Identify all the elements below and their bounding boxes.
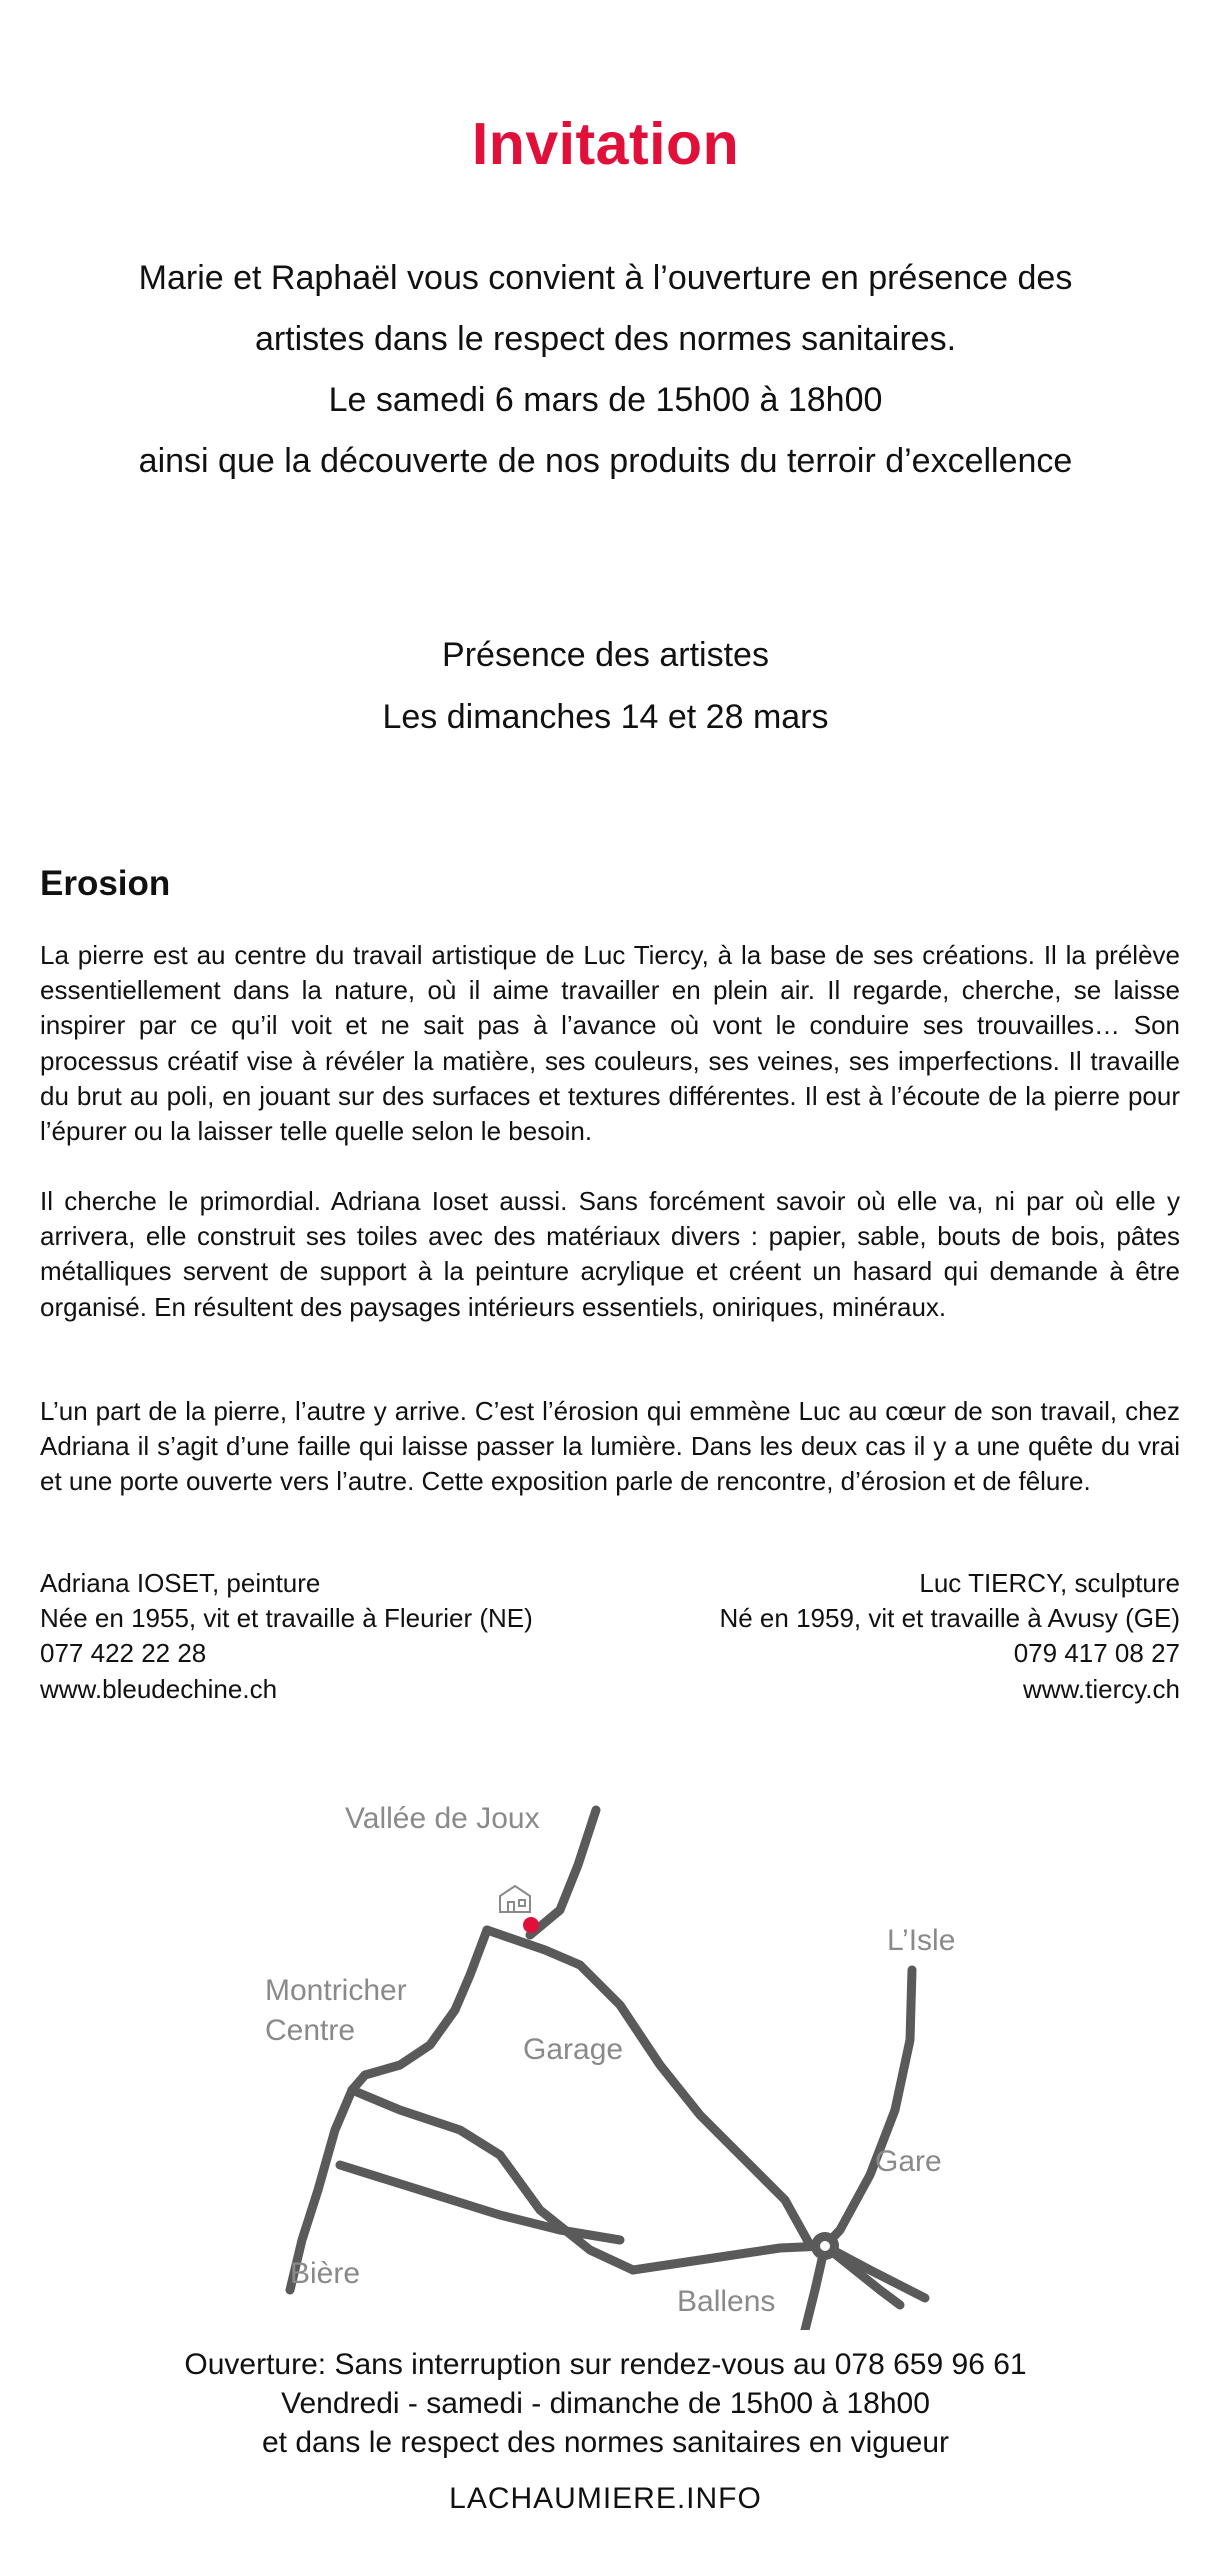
footer-line: et dans le respect des normes sanitaires en vigueur [261, 2426, 950, 2459]
intro-text [0, 248, 1211, 492]
access-map [0, 1790, 1211, 2330]
map-label-garage: Garage [523, 2033, 624, 2066]
intro-line: ainsi que la découverte de nos produits du terroir d’excellence [138, 442, 1073, 480]
opening-hours [0, 2345, 1211, 2462]
house-icon [500, 1886, 530, 1912]
location-marker [523, 1917, 539, 1933]
artist-bio: Née en 1955, vit et travaille à Fleurier (NE) [40, 1603, 533, 1634]
section-title: Erosion [40, 864, 171, 903]
paragraph: Il cherche le primordial. Adriana Ioset aussi. Sans forcément savoir où elle va, ni par où elle y arrivera, elle construit ses toiles avec des matériaux divers : papier, sable, bouts de bois, pâtes métalliques servent de support à la peinture acrylique et créent un hasard qui demande à être organisé. En résultent des paysages intérieurs essentiels, oniriques, minéraux. [40, 1186, 1180, 1322]
website-link[interactable]: LACHAUMIERE.INFO [449, 2482, 762, 2515]
artist-name: Luc TIERCY, sculpture [919, 1568, 1180, 1598]
artist-website-link[interactable]: www.bleudechine.ch [40, 1673, 278, 1704]
intro-line: artistes dans le respect des normes sanitaires. [254, 320, 957, 358]
paragraph: La pierre est au centre du travail artistique de Luc Tiercy, à la base de ses créations. Il la prélève essentiellement dans la nature, où il aime travailler en plein air. Il regarde, cherche, se laisse inspirer par ce qu’il voit et ne sait pas à l’avance où vont le conduire ses trouvailles… Son processus créatif vise à révéler la matière, ses couleurs, ses veines, ses imperfections. Il travaille du brut au poli, en jouant sur des surfaces et textures différentes. Il est à l’écoute de la pierre pour l’épurer ou la laisser telle quelle selon le besoin. [40, 940, 1180, 1147]
road-vallee [530, 1810, 596, 1935]
map-label-ballens: Ballens [677, 2285, 776, 2318]
invitation-title: Invitation [471, 111, 740, 177]
map-label-lisle: L’Isle [887, 1924, 956, 1957]
intro-line: Le samedi 6 mars de 15h00 à 18h00 [328, 381, 883, 419]
artist-website-link[interactable]: www.tiercy.ch [1023, 1673, 1180, 1704]
map-label-gare: Gare [875, 2145, 942, 2178]
artist-phone: 077 422 22 28 [40, 1638, 207, 1669]
artist-presence [0, 624, 1211, 748]
paragraph: L’un part de la pierre, l’autre y arrive. C’est l’érosion qui emmène Luc au cœur de son travail, chez Adriana il s’agit d’une faille qui laisse passer la lumière. Dans les deux cas il y a une quête du vrai et une porte ouverte vers l’autre. Cette exposition parle de rencontre, d’érosion et de fêlure. [40, 1396, 1180, 1497]
intro-line: Marie et Raphaël vous convient à l’ouverture en présence des [138, 259, 1073, 297]
road-low [340, 2165, 620, 2240]
road-montricher-north [352, 1930, 487, 2090]
road-lisle [825, 1970, 912, 2246]
map-label-centre: Centre [265, 2014, 356, 2047]
artist-contact-right [719, 1566, 1180, 1707]
road-gare-link [633, 2246, 825, 2270]
footer-line: Ouverture: Sans interruption sur rendez-vous au 078 659 96 61 [184, 2348, 1027, 2381]
presence-dates: Les dimanches 14 et 28 mars [382, 698, 829, 736]
artist-name: Adriana IOSET, peinture [40, 1568, 321, 1598]
gare-roundabout-inner [820, 2241, 830, 2251]
artist-phone: 079 417 08 27 [1013, 1638, 1180, 1669]
map-label-vallee: Vallée de Joux [345, 1802, 540, 1835]
footer-line: Vendredi - samedi - dimanche de 15h00 à 18h00 [281, 2387, 930, 2420]
presence-heading: Présence des artistes [442, 636, 769, 674]
artist-bio: Né en 1959, vit et travaille à Avusy (GE) [719, 1603, 1180, 1634]
map-label-biere: Bière [290, 2257, 361, 2290]
artist-contact-left [40, 1566, 533, 1707]
map-label-montricher: Montricher [265, 1974, 407, 2007]
